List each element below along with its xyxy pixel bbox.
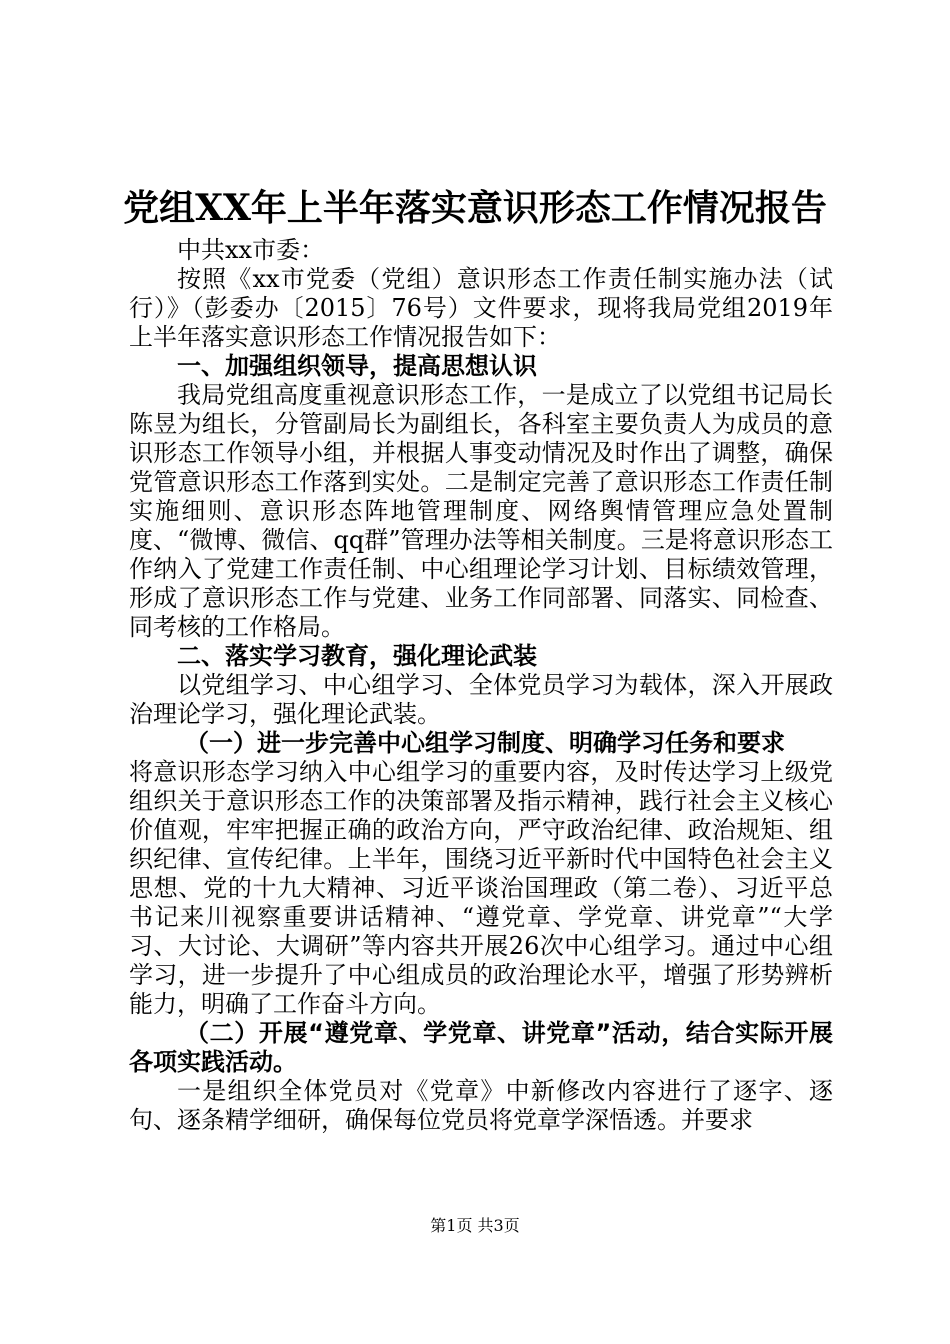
section-heading-2: 二、落实学习教育，强化理论武装 xyxy=(177,642,537,670)
intro-paragraph: 按照《xx市党委（党组）意识形态工作责任制实施办法（试行）》（彭委办〔2015〕76号）文件要求，现将我局党组2019年上半年落实意识形态工作情况报告如下： xyxy=(129,265,833,351)
page-footer: 第1页 共3页 xyxy=(430,1216,520,1235)
subsection-2-paragraph: 一是组织全体党员对《党章》中新修改内容进行了逐字、逐句、逐条精学细研，确保每位党员将党章学深悟透。并要求 xyxy=(129,1077,833,1134)
document-body xyxy=(129,236,833,1135)
section-2-intro-paragraph: 以党组学习、中心组学习、全体党员学习为载体，深入开展政治理论学习，强化理论武装。 xyxy=(129,671,833,728)
subsection-heading-1: （一）进一步完善中心组学习制度、明确学习任务和要求 xyxy=(185,729,785,757)
document-title: 党组XX年上半年落实意识形态工作情况报告 xyxy=(123,187,827,229)
section-1-paragraph: 我局党组高度重视意识形态工作，一是成立了以党组书记局长陈昱为组长，分管副局长为副组长，各科室主要负责人为成员的意识形态工作领导小组，并根据人事变动情况及时作出了调整，确保党管意识形态工作落到实处。二是制定完善了意识形态工作责任制实施细则、意识形态阵地管理制度、网络舆情管理应急处置制度、“微博、微信、qq群”管理办法等相关制度。三是将意识形态工作纳入了党建工作责任制、中心组理论学习计划、目标绩效管理，形成了意识形态工作与党建、业务工作同部署、同落实、同检查、同考核的工作格局。 xyxy=(129,381,833,641)
subsection-heading-2: （二）开展“遵党章、学党章、讲党章”活动，结合实际开展各项实践活动。 xyxy=(129,1019,833,1076)
section-heading-1: 一、加强组织领导，提高思想认识 xyxy=(177,352,537,380)
salutation: 中共xx市委： xyxy=(177,236,325,264)
subsection-1-paragraph: 将意识形态学习纳入中心组学习的重要内容，及时传达学习上级党组织关于意识形态工作的决策部署及指示精神，践行社会主义核心价值观，牢牢把握正确的政治方向，严守政治纪律、政治规矩、组织纪律、宣传纪律。上半年，围绕习近平新时代中国特色社会主义思想、党的十九大精神、习近平谈治国理政（第二卷）、习近平总书记来川视察重要讲话精神、“遵党章、学党章、讲党章”“大学习、大讨论、大调研”等内容共开展26次中心组学习。通过中心组学习，进一步提升了中心组成员的政治理论水平，增强了形势辨析能力，明确了工作奋斗方向。 xyxy=(129,758,833,1018)
